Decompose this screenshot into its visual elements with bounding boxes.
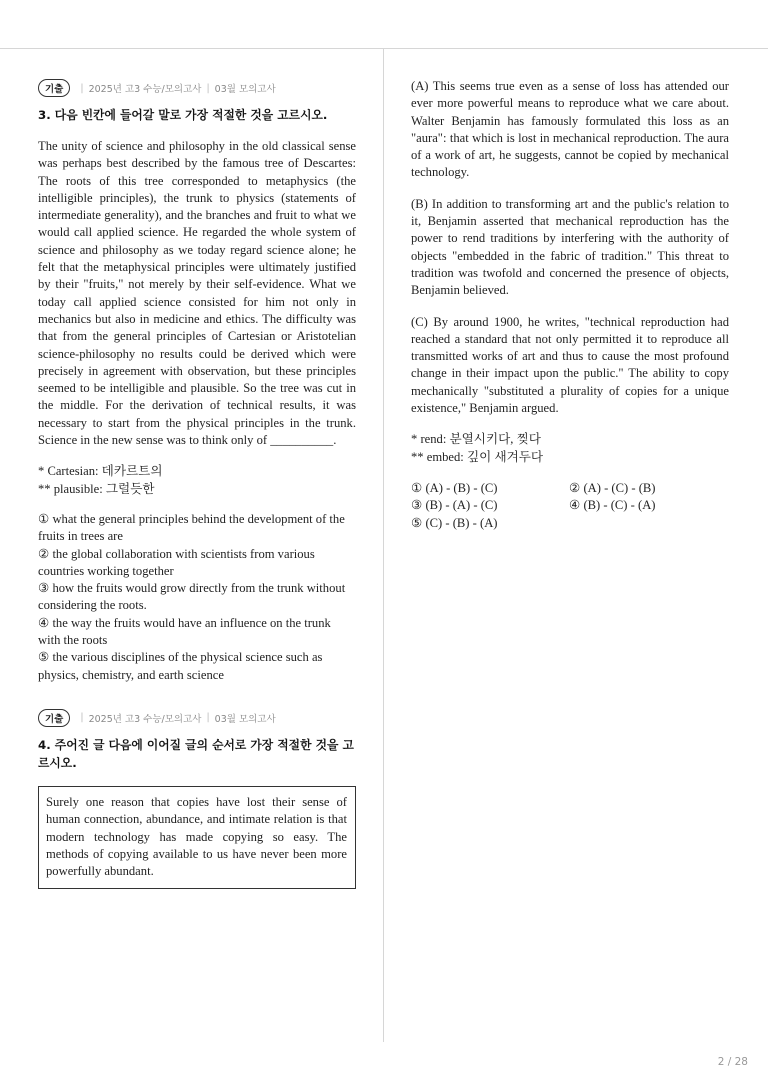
q4-note: ** embed: 깊이 새겨두다 — [411, 449, 544, 464]
q4-tag-badge: 기출 — [38, 709, 70, 727]
q4-choice-3[interactable]: ③ (B) - (A) - (C) — [411, 498, 498, 513]
q4-source-month: 03월 모의고사 — [214, 713, 276, 725]
header-divider — [0, 48, 768, 49]
q3-choice-4[interactable]: ④ the way the fruits would have an influence on the trunk with the roots — [38, 615, 331, 648]
q3-note: * Cartesian: 데카르트의 — [38, 464, 163, 479]
column-divider — [383, 49, 384, 1042]
q4-paragraph-c: (C) By around 1900, he writes, "technical reproduction had reached a standard that not only permitted it to reproduce all transmitted works of art and thus to cause the most profound change in their impact upon the public." The ability to copy mechanically "substituted a plurality of copies for a unique existence," Benjamin argued. — [411, 314, 729, 416]
q3-choice-1[interactable]: ① what the general principles behind the development of the fruits in trees are — [38, 511, 345, 544]
q4-choice-4[interactable]: ④ (B) - (C) - (A) — [569, 498, 656, 513]
q4-paragraph-b: (B) In addition to transforming art and the public's relation to it, Benjamin asserted that mechanical reproduction has the power to rend traditions by interfering with the authority of objects "embedded in the fabric of tradition." This threat to tradition was twofold and concerned the presence of objects, Benjamin believed. — [411, 196, 729, 298]
q3-note: ** plausible: 그럴듯한 — [38, 481, 155, 496]
left-column — [38, 78, 356, 889]
q4-notes — [411, 431, 729, 466]
q3-choices — [38, 511, 356, 684]
q3-choice-3[interactable]: ③ how the fruits would grow directly from the trunk without considering the roots. — [38, 581, 346, 613]
q3-source-row: 기출 | 2025년 고3 수능/모의고사 | 03월 모의고사 — [38, 78, 356, 98]
q3-tag-badge: 기출 — [38, 79, 70, 97]
q4-choice-1[interactable]: ① (A) - (B) - (C) — [411, 480, 498, 495]
q4-choices — [411, 480, 729, 532]
q3-choice-2[interactable]: ② the global collaboration with scientists from various countries working together — [38, 546, 315, 578]
q4-note: * rend: 분열시키다, 찢다 — [411, 432, 541, 447]
q4-choice-2[interactable]: ② (A) - (C) - (B) — [569, 480, 656, 495]
q3-notes — [38, 463, 356, 498]
q4-given-passage-box: Surely one reason that copies have lost their sense of human connection, abundance, and intimate relation is that modern technology has made copying so easy. The methods of copying available to us have never been more powerfully abundant. — [38, 786, 356, 889]
q4-choice-5[interactable]: ⑤ (C) - (B) - (A) — [411, 515, 498, 530]
right-column — [411, 78, 729, 532]
q3-choice-5[interactable]: ⑤ the various disciplines of the physical science such as physics, chemistry, and earth science — [38, 650, 323, 682]
q3-passage: The unity of science and philosophy in the old classical sense was perhaps best described by the famous tree of Descartes: The roots of this tree corresponded to metaphysics (the intelligible principles), the trunk to physics (statements of intermediate generality), and the branches and fruit to what we would call applied science. He regarded the whole system of science and philosophy as we today regard science alone; he felt that the metaphysical principles were ultimately justified by their "fruits," not merely by their self-evidence. What we today call applied science consisted for him not only in mechanics but also in medicine and ethics. The difficulty was that from the general principles of Cartesian or Aristotelian science-philosophy no results could be derived which were precisely in agreement with observation, but these principles seemed to be intelligible and plausible. So the tree was cut in the middle. For the derivation of technical results, it was necessary to start from the physical principles in the trunk. Science in the new sense was to think only of __________. — [38, 139, 356, 448]
q4-source-year: 2025년 고3 수능/모의고사 — [88, 713, 202, 725]
q4-title: 4. 주어진 글 다음에 이어질 글의 순서로 가장 적절한 것을 고르시오. — [38, 737, 354, 770]
q3-source-year: 2025년 고3 수능/모의고사 — [88, 84, 202, 95]
q4-source-row: 기출 | 2025년 고3 수능/모의고사 | 03월 모의고사 — [38, 708, 356, 728]
q3-title: 3. 다음 빈칸에 들어갈 말로 가장 적절한 것을 고르시오. — [38, 108, 328, 122]
page-number: 2 / 28 — [717, 1056, 748, 1068]
q4-paragraph-a: (A) This seems true even as a sense of loss has attended our ever more powerful means to reproduce what we care about. Walter Benjamin has famously formulated this loss as an "aura": that which is lost in mechanical reproduction. The aura of a work of art, he suggests, cannot be copied by mechanical technology. — [411, 79, 729, 180]
q3-source-month: 03월 모의고사 — [214, 84, 276, 95]
